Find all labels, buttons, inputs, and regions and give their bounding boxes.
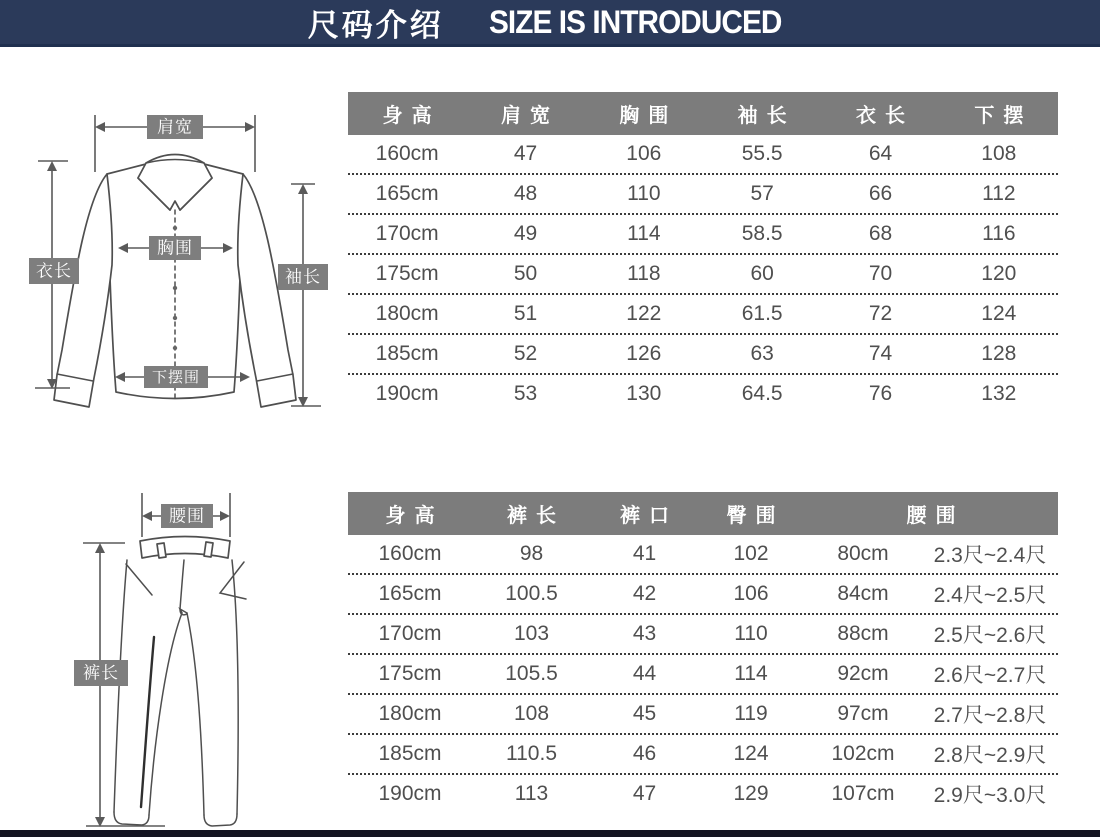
table-cell: 129 bbox=[733, 782, 769, 805]
table-cell: 68 bbox=[868, 222, 893, 245]
pants-right-outer bbox=[232, 560, 238, 814]
table-cell: 116 bbox=[982, 222, 1016, 245]
table-cell: 165cm bbox=[378, 582, 442, 605]
table-cell: 88cm bbox=[837, 622, 889, 645]
table-cell: 58.5 bbox=[741, 222, 783, 245]
table-cell: 80cm bbox=[837, 542, 889, 565]
shirt-table-header bbox=[348, 92, 1058, 135]
shirt-size-table bbox=[348, 92, 1058, 413]
table-cell: 52 bbox=[513, 342, 538, 365]
column-header: 衣长 bbox=[855, 105, 914, 127]
pants-table-header bbox=[348, 492, 1058, 535]
table-cell: 100.5 bbox=[505, 582, 558, 605]
table-cell: 180cm bbox=[375, 302, 439, 325]
column-header: 下摆 bbox=[974, 105, 1033, 127]
table-cell: 185cm bbox=[378, 742, 442, 765]
table-row bbox=[348, 215, 1058, 255]
pants-right-cuff bbox=[204, 814, 237, 826]
table-cell: 48 bbox=[513, 182, 538, 205]
table-cell: 114 bbox=[627, 222, 661, 245]
table-cell: 2.3尺~2.4尺 bbox=[933, 544, 1047, 567]
table-cell: 102 bbox=[733, 542, 769, 565]
pants-fly bbox=[180, 560, 187, 615]
table-cell: 122 bbox=[626, 302, 662, 325]
pants-waistband bbox=[140, 537, 230, 559]
table-cell: 72 bbox=[868, 302, 893, 325]
column-header: 裤口 bbox=[620, 505, 678, 527]
pants-table-body bbox=[348, 535, 1058, 813]
banner-title-english: SIZE IS INTRODUCED bbox=[488, 3, 782, 40]
table-cell: 43 bbox=[632, 622, 657, 645]
column-header: 袖长 bbox=[737, 105, 796, 127]
table-cell: 60 bbox=[750, 262, 774, 285]
table-cell: 2.4尺~2.5尺 bbox=[933, 584, 1047, 607]
column-header: 裤长 bbox=[507, 505, 565, 527]
column-header: 身高 bbox=[385, 505, 444, 527]
table-cell: 53 bbox=[513, 382, 538, 405]
table-row bbox=[348, 655, 1058, 695]
table-cell: 175cm bbox=[378, 662, 442, 685]
table-cell: 110 bbox=[734, 622, 768, 645]
table-cell: 130 bbox=[626, 382, 662, 405]
table-cell: 70 bbox=[868, 262, 893, 285]
table-cell: 190cm bbox=[378, 782, 442, 805]
table-cell: 124 bbox=[981, 302, 1017, 325]
arrow-head-up-icon bbox=[95, 543, 105, 553]
table-cell: 119 bbox=[734, 702, 768, 725]
table-cell: 128 bbox=[981, 342, 1017, 365]
table-cell: 64 bbox=[868, 142, 893, 165]
table-cell: 42 bbox=[632, 582, 657, 605]
table-cell: 61.5 bbox=[741, 302, 783, 325]
waist-label: 腰围 bbox=[169, 506, 205, 526]
column-header: 胸围 bbox=[619, 105, 678, 127]
table-row bbox=[348, 735, 1058, 775]
table-cell: 92cm bbox=[837, 662, 889, 685]
table-cell: 102cm bbox=[831, 742, 895, 765]
table-cell: 106 bbox=[733, 582, 769, 605]
column-header: 身高 bbox=[382, 105, 441, 127]
table-cell: 106 bbox=[626, 142, 662, 165]
table-cell: 51 bbox=[513, 302, 538, 325]
arrow-head-right-icon bbox=[220, 511, 230, 521]
table-cell: 180cm bbox=[378, 702, 442, 725]
table-cell: 74 bbox=[868, 342, 893, 365]
table-cell: 112 bbox=[982, 182, 1016, 205]
table-cell: 124 bbox=[733, 742, 769, 765]
shirt-button bbox=[173, 226, 177, 230]
table-cell: 41 bbox=[632, 542, 657, 565]
table-row bbox=[348, 775, 1058, 813]
table-row bbox=[348, 695, 1058, 735]
table-cell: 107cm bbox=[831, 782, 895, 805]
table-cell: 170cm bbox=[375, 222, 439, 245]
table-cell: 110 bbox=[627, 182, 661, 205]
table-cell: 50 bbox=[513, 262, 538, 285]
column-header: 腰围 bbox=[906, 505, 965, 527]
table-cell: 2.6尺~2.7尺 bbox=[933, 664, 1047, 687]
table-cell: 63 bbox=[750, 342, 774, 365]
table-row bbox=[348, 175, 1058, 215]
column-header: 臀围 bbox=[726, 505, 785, 527]
table-cell: 84cm bbox=[837, 582, 889, 605]
table-cell: 2.8尺~2.9尺 bbox=[933, 744, 1047, 767]
shirt-right-sleeve bbox=[238, 174, 296, 407]
table-cell: 44 bbox=[632, 662, 657, 685]
table-row bbox=[348, 295, 1058, 335]
table-cell: 97cm bbox=[837, 702, 889, 725]
table-cell: 170cm bbox=[378, 622, 442, 645]
chest-label: 胸围 bbox=[157, 238, 193, 258]
table-row bbox=[348, 375, 1058, 413]
table-cell: 108 bbox=[513, 702, 550, 725]
table-cell: 49 bbox=[513, 222, 538, 245]
table-cell: 57 bbox=[750, 182, 774, 205]
pants-diagram bbox=[30, 487, 330, 837]
table-row bbox=[348, 335, 1058, 375]
banner-title-chinese: 尺码介绍 bbox=[307, 7, 444, 43]
pants-left-cuff bbox=[114, 812, 149, 825]
table-cell: 46 bbox=[632, 742, 657, 765]
table-cell: 47 bbox=[632, 782, 657, 805]
table-cell: 160cm bbox=[375, 142, 439, 165]
arrow-head-up-icon bbox=[47, 161, 57, 171]
table-cell: 108 bbox=[981, 142, 1017, 165]
table-row bbox=[348, 135, 1058, 175]
pants-right-inner bbox=[187, 613, 204, 815]
table-cell: 2.9尺~3.0尺 bbox=[933, 784, 1047, 807]
table-row bbox=[348, 535, 1058, 575]
table-cell: 160cm bbox=[378, 542, 442, 565]
table-cell: 105.5 bbox=[505, 662, 558, 685]
shirt-button bbox=[173, 316, 177, 320]
table-cell: 110.5 bbox=[506, 742, 557, 765]
pants-size-table bbox=[348, 492, 1058, 813]
table-cell: 126 bbox=[626, 342, 662, 365]
arrow-head-up-icon bbox=[298, 184, 308, 194]
table-cell: 120 bbox=[981, 262, 1017, 285]
table-cell: 185cm bbox=[375, 342, 439, 365]
table-cell: 45 bbox=[632, 702, 657, 725]
hem-label: 下摆围 bbox=[151, 368, 201, 386]
garment-length-label: 衣长 bbox=[36, 261, 72, 281]
pants-belt-loop bbox=[204, 542, 213, 557]
shirt-table-body bbox=[348, 135, 1058, 413]
arrow-head-left-icon bbox=[142, 511, 152, 521]
table-row bbox=[348, 575, 1058, 615]
table-cell: 103 bbox=[513, 622, 550, 645]
table-row bbox=[348, 615, 1058, 655]
table-cell: 118 bbox=[627, 262, 661, 285]
shirt-button bbox=[173, 346, 177, 350]
table-cell: 98 bbox=[519, 542, 544, 565]
banner bbox=[0, 0, 1100, 47]
arrow-head-left-icon bbox=[95, 122, 105, 132]
bottom-divider bbox=[0, 830, 1100, 837]
table-cell: 2.7尺~2.8尺 bbox=[933, 704, 1047, 727]
table-cell: 64.5 bbox=[741, 382, 783, 405]
shirt-button bbox=[173, 286, 177, 290]
table-cell: 190cm bbox=[375, 382, 439, 405]
table-cell: 175cm bbox=[375, 262, 439, 285]
table-cell: 76 bbox=[868, 382, 893, 405]
shirt-left-sleeve bbox=[54, 174, 112, 407]
table-cell: 55.5 bbox=[741, 142, 783, 165]
sleeve-length-label: 袖长 bbox=[285, 267, 321, 287]
table-cell: 113 bbox=[514, 782, 549, 805]
arrow-head-right-icon bbox=[240, 372, 250, 382]
pants-belt-loop bbox=[157, 543, 166, 558]
table-row bbox=[348, 255, 1058, 295]
table-cell: 132 bbox=[981, 382, 1017, 405]
shirt-diagram bbox=[10, 60, 340, 420]
shoulder-width-label: 肩宽 bbox=[157, 117, 193, 137]
table-cell: 47 bbox=[513, 142, 538, 165]
pants-length-label: 裤长 bbox=[83, 663, 119, 683]
column-header: 肩宽 bbox=[500, 105, 559, 127]
table-cell: 66 bbox=[868, 182, 893, 205]
arrow-head-right-icon bbox=[245, 122, 255, 132]
sleeve-tick-lines bbox=[291, 184, 321, 406]
table-cell: 114 bbox=[734, 662, 768, 685]
table-cell: 2.5尺~2.6尺 bbox=[933, 624, 1047, 647]
pants-left-pocket bbox=[126, 564, 152, 595]
table-cell: 165cm bbox=[375, 182, 439, 205]
